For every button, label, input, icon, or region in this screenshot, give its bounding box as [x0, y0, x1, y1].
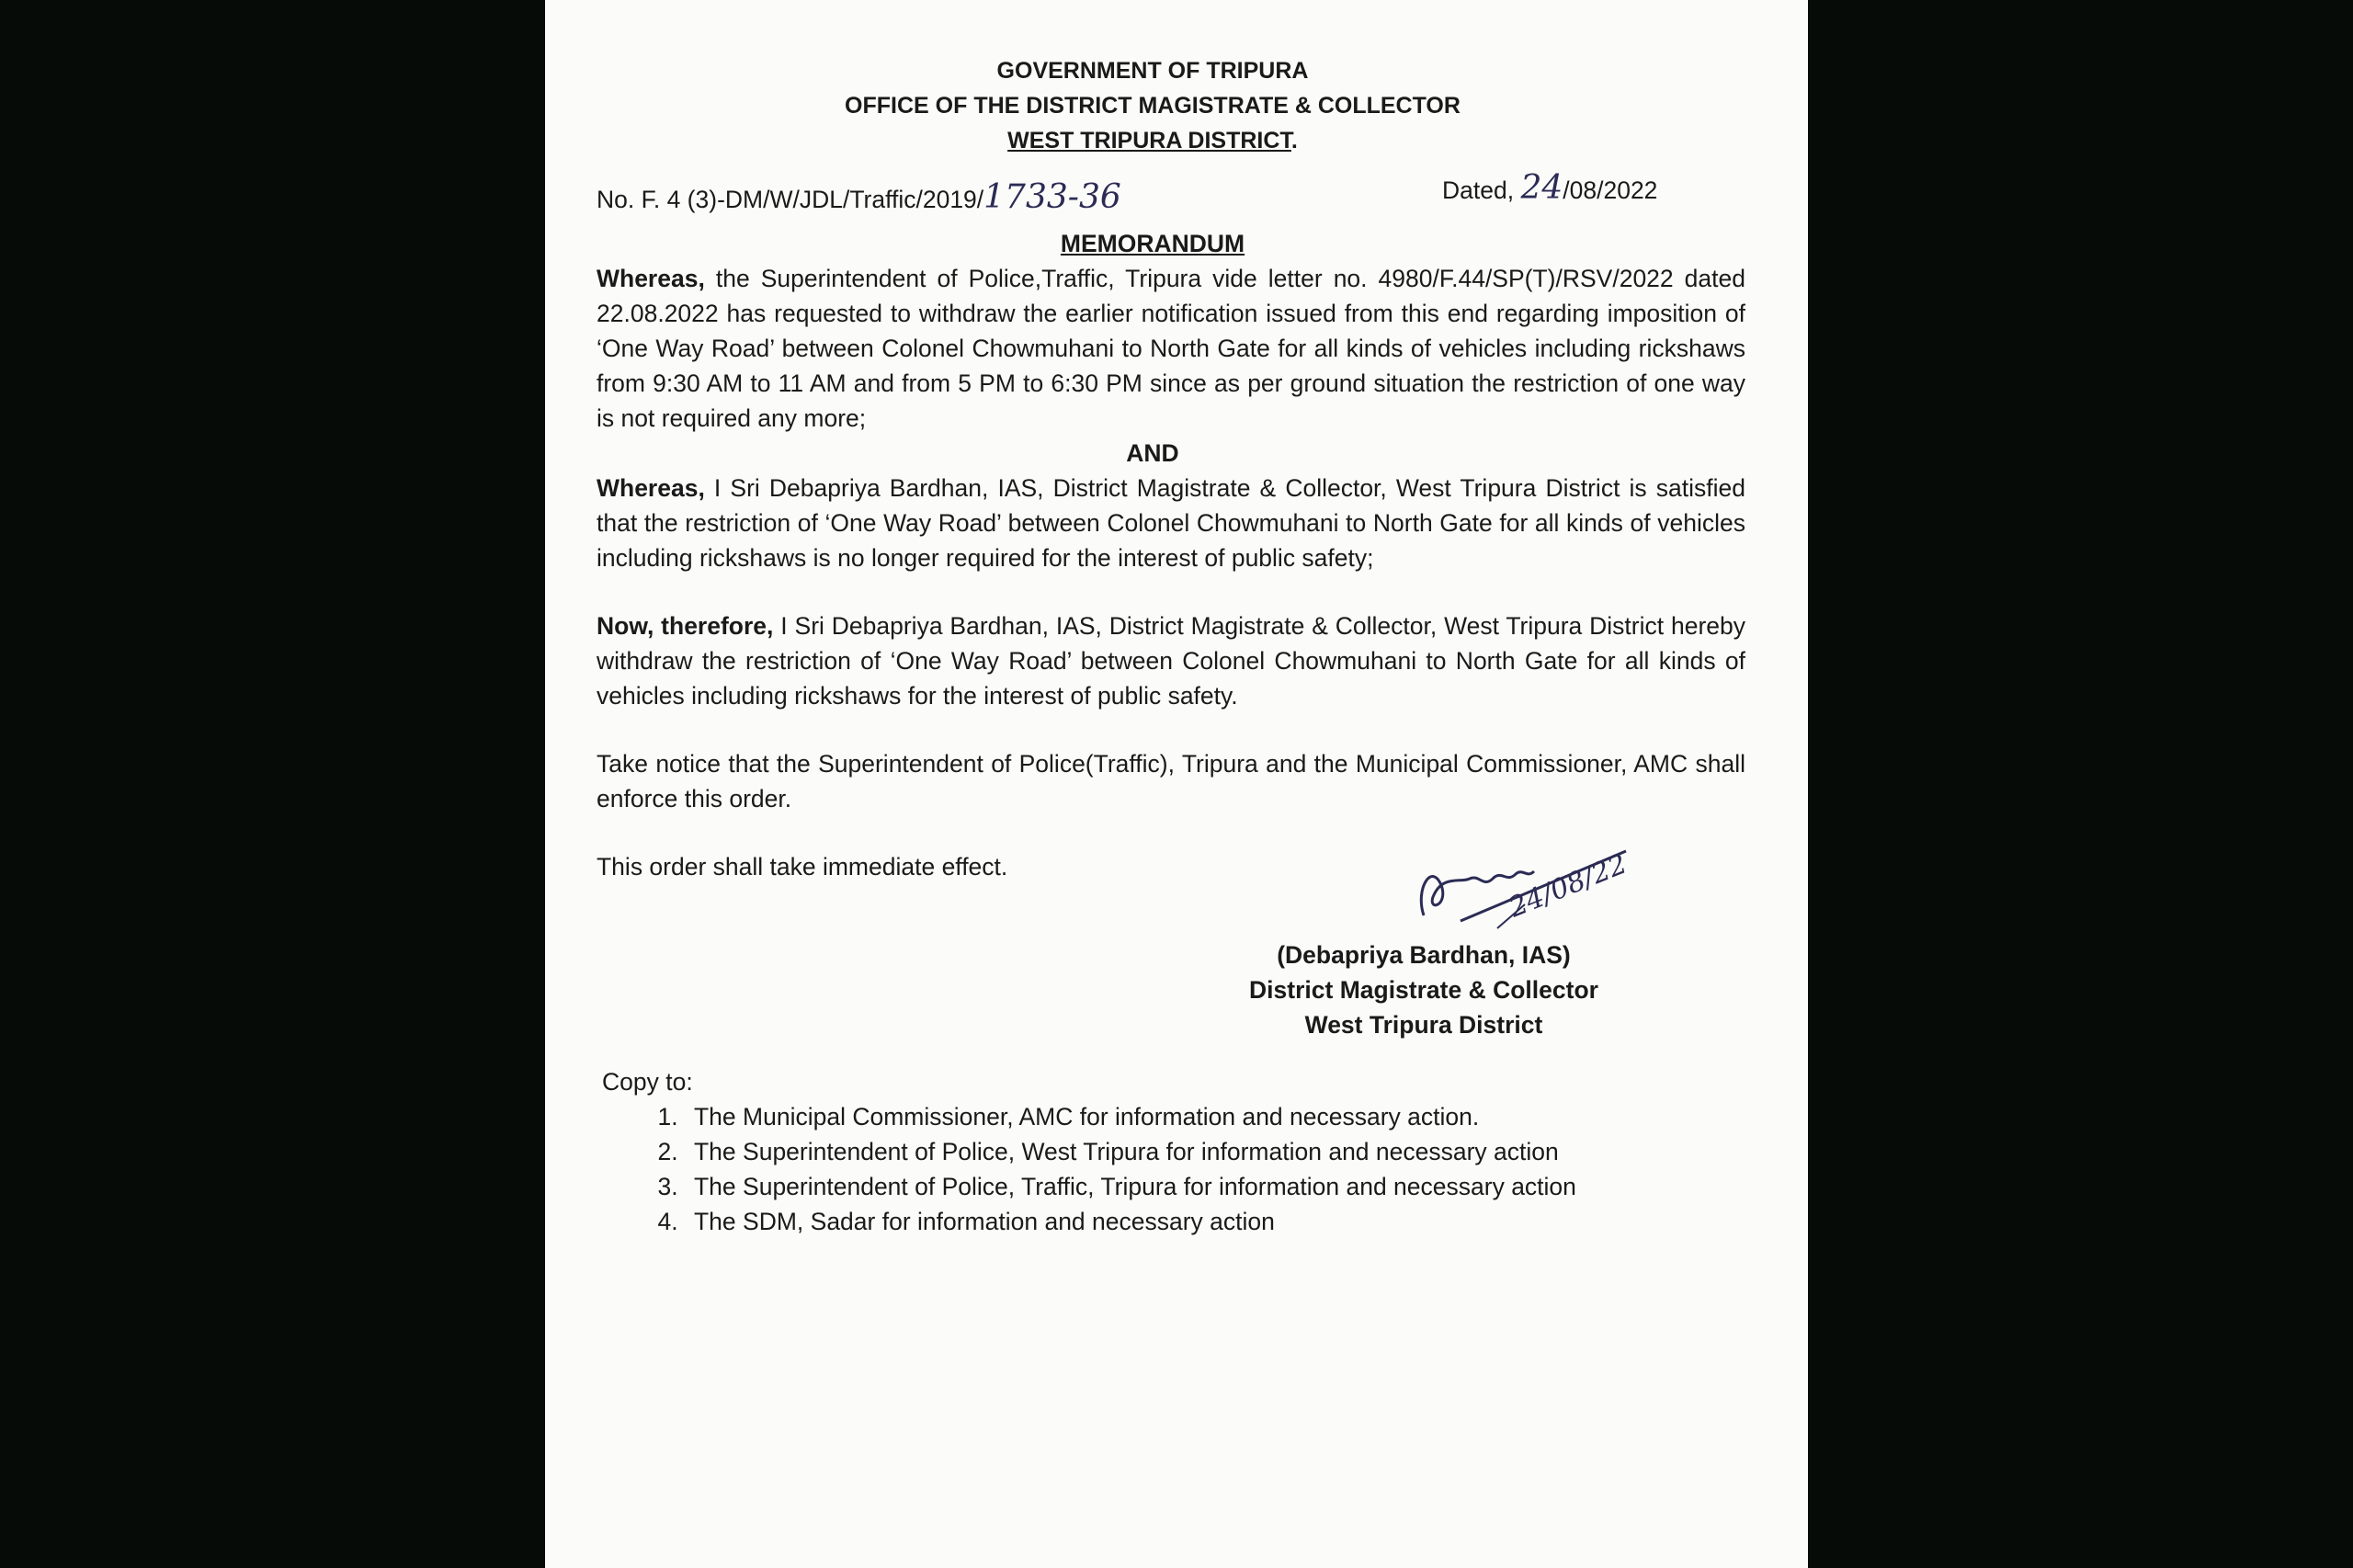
office-name: OFFICE OF THE DISTRICT MAGISTRATE & COLLECTOR — [845, 93, 1461, 119]
handwritten-day: 24 — [1520, 169, 1563, 207]
handwritten-signature — [1405, 833, 1644, 934]
paragraph-take-notice: Take notice that the Superintendent of Police(Traffic), Tripura and the Municipal Commissioner, AMC shall enforce this order. — [597, 750, 1745, 812]
document-title: MEMORANDUM — [1060, 230, 1245, 257]
signature-date: 24/08/22 — [1504, 847, 1631, 925]
document-page — [545, 0, 1808, 1568]
list-item: 3. The Superintendent of Police, Traffic, Tripura for information and necessary action — [685, 1169, 1745, 1204]
handwritten-number: 1733-36 — [983, 178, 1121, 216]
signatory-designation: District Magistrate & Collector — [1249, 976, 1598, 1004]
signatory — [1249, 937, 1598, 1042]
and-separator: AND — [1126, 439, 1179, 467]
copy-to-section — [597, 1064, 1745, 1239]
reference-line — [597, 171, 1745, 219]
list-item: 2. The Superintendent of Police, West Tripura for information and necessary action — [685, 1134, 1745, 1169]
signature-block — [597, 849, 1745, 1061]
paragraph-whereas-1: Whereas, the Superintendent of Police,Traffic, Tripura vide letter no. 4980/F.44/SP(T)/RSV/2022 dated 22.08.2022 has requested to withdraw the earlier notification issued from this end regarding imposition of ‘One Way Road’ between Colonel Chowmuhani to North Gate for all kinds of vehicles including rickshaws from 9:30 AM to 11 AM and from 5 PM to 6:30 PM since as per ground situation the restriction of one way is not required any more; — [597, 265, 1745, 432]
signatory-district: West Tripura District — [1304, 1011, 1543, 1039]
paragraph-immediate-effect: This order shall take immediate effect. — [597, 853, 1008, 881]
paragraph-whereas-2: Whereas, I Sri Debapriya Bardhan, IAS, District Magistrate & Collector, West Tripura District is satisfied that the restriction of ‘One Way Road’ between Colonel Chowmuhani to North Gate for all kinds of vehicles including rickshaws is no longer required for the interest of public safety; — [597, 474, 1745, 572]
signatory-name: (Debapriya Bardhan, IAS) — [1277, 941, 1571, 969]
copy-to-label: Copy to: — [602, 1068, 693, 1096]
district-name: WEST TRIPURA DISTRICT. — [1007, 128, 1298, 153]
list-item: 1. The Municipal Commissioner, AMC for information and necessary action. — [685, 1099, 1745, 1134]
government-name: GOVERNMENT OF TRIPURA — [996, 58, 1309, 84]
memorandum-body — [597, 53, 1745, 1239]
paragraph-now-therefore: Now, therefore, I Sri Debapriya Bardhan, IAS, District Magistrate & Collector, West Tripura District hereby withdraw the restriction of ‘One Way Road’ between Colonel Chowmuhani to North Gate for all kinds of vehicles including rickshaws for the interest of public safety. — [597, 612, 1746, 710]
copy-to-list — [602, 1099, 1745, 1239]
letterhead — [560, 53, 1745, 158]
list-item: 4. The SDM, Sadar for information and necessary action — [685, 1204, 1745, 1239]
reference-number: No. F. 4 (3)-DM/W/JDL/Traffic/2019/1733-36 — [597, 178, 1121, 216]
date-field: Dated, 24/08/2022 — [1442, 169, 1658, 207]
